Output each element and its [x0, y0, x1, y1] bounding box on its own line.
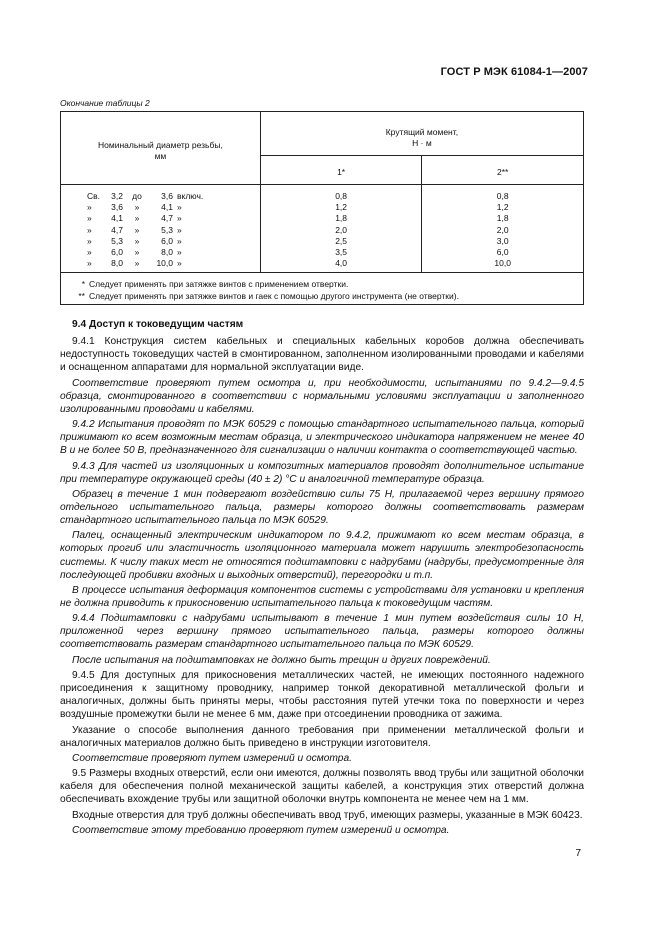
paragraph: 9.4.1 Конструкция систем кабельных и специальных кабельных коробов должна обеспечивать недоступность токоведущих частей в смонтированном, заполненном изолированными проводами и кабелями и оснащенном аппаратами для нормальной эксплуатации виде.	[60, 336, 584, 374]
torque-value-col-2: 6,0	[496, 246, 509, 257]
paragraph: После испытания на подштамповках не должно быть трещин и других повреждений.	[72, 654, 491, 666]
paragraph: 9.5 Размеры входных отверстий, если они имеются, должны позволять ввод трубы или защитной оболочки кабеля для обеспечения полной механической защиты кабелей, а конструкция этих отверстий должна обеспечивать вхождение трубы или защитной оболочки внутрь компонента не менее чем на 1 мм.	[60, 768, 584, 806]
header-sub-col-1: 1*	[260, 156, 422, 185]
diameter-range-row: » 5,3 » 6,0 »	[87, 235, 182, 246]
header-diameter-line2: мм	[154, 151, 167, 161]
diameter-range-row: » 6,0 » 8,0 »	[87, 246, 182, 257]
torque-value-col-1: 0,8	[335, 191, 348, 201]
torque-table	[60, 111, 584, 305]
paragraph: 9.4.2 Испытания проводят по МЭК 60529 с помощью стандартного испытательного пальца, который прижимают ко всем возможным местам образца, и электрического индикатора напряжением не менее 40 В и не более 50 В, предназначенного для сигнализации о наличии контакта о соответствующей частью.	[60, 419, 584, 457]
paragraph: 9.4.3 Для частей из изоляционных и композитных материалов проводят дополнительное испытание при температуре окружающей среды (40 ± 2) °С и аналогичной температуре образца.	[60, 460, 584, 485]
document-code: ГОСТ Р МЭК 61084-1—2007	[440, 66, 588, 78]
torque-value-col-1: 1,2	[335, 202, 348, 213]
paragraph: Соответствие проверяют путем измерений и осмотра.	[72, 752, 352, 764]
torque-col-1-cell	[260, 185, 422, 273]
torque-value-col-1: 4,0	[335, 258, 348, 269]
header-diameter-line1: Номинальный диаметр резьбы,	[97, 140, 223, 150]
torque-value-col-1: 2,5	[335, 235, 348, 246]
paragraph: 9.4.5 Для доступных для прикосновения металлических частей, не имеющих постоянного надежного присоединения к защитному проводнику, например тонкой декоративной металлической фольги и аналогичных, должны быть приняты меры, чтобы расстояния путей утечки тока по поверхности и через воздушные промежутки были не менее 6 мм, даже при отсоединении проводника от зажима.	[60, 670, 584, 721]
paragraph: Входные отверстия для труб должны обеспечивать ввод труб, имеющих размеры, указанные в МЭК 60423.	[72, 809, 583, 821]
torque-value-col-2: 1,2	[496, 202, 509, 213]
table-footnotes	[61, 273, 584, 305]
diameter-range-row: Св. 3,2 до 3,6 включ.	[87, 191, 204, 201]
paragraph: Указание о способе выполнения данного требования при применении металлической фольги и аналогичных материалов должно быть приведено в инструкции изготовителя.	[60, 724, 584, 749]
paragraph: Палец, оснащенный электрическим индикатором по 9.4.2, прижимают ко всем местам образца, в которых прогиб или эластичность изоляционного материала может нарушить электробезопасность системы. К числу таких мест не относятся подштамповки с надрубами (надрубы, предусмотренные для последующей пробивки входных и выходных отверстий), перегородки и т.п.	[60, 530, 584, 581]
torque-value-col-2: 3,0	[496, 235, 509, 246]
torque-col-2-cell	[422, 185, 584, 273]
torque-value-col-1: 3,5	[335, 246, 348, 257]
torque-value-col-1: 2,0	[335, 224, 348, 235]
header-torque-line2: Н · м	[412, 138, 432, 148]
header-sub-col-2: 2**	[422, 156, 584, 185]
page-number: 7	[575, 848, 581, 859]
diameter-range-row: » 3,6 » 4,1 »	[87, 202, 182, 213]
header-torque	[260, 112, 583, 156]
torque-value-col-1: 1,8	[335, 213, 348, 224]
footnote-1: * Следует применять при затяжке винтов с применением отвертки.	[81, 279, 349, 290]
paragraph: Соответствие проверяют путем осмотра и, при необходимости, испытаниями по 9.4.2—9.4.5 образца, смонтированного в соответствии с нормальными условиями эксплуатации и заполненного изолированными проводами и кабелями.	[60, 377, 584, 415]
torque-value-col-2: 1,8	[496, 213, 509, 224]
section-paragraphs	[60, 335, 584, 837]
paragraph: 9.4.4 Подштамповки с надрубами испытывают в течение 1 мин путем воздействия силы 10 Н, приложенной через вершину прямого испытательного пальца, размеры которого должны соответствовать размерам стандартного испытательного пальца по МЭК 60529.	[60, 613, 584, 651]
header-nominal-diameter	[61, 112, 261, 185]
section-title: 9.4 Доступ к токоведущим частям	[72, 319, 244, 330]
footnote-2: ** Следует применять при затяжке винтов и гаек с помощью другого инструмента (не отвертки).	[78, 291, 459, 302]
diameter-ranges-cell	[61, 185, 261, 273]
torque-value-col-2: 2,0	[496, 224, 509, 235]
torque-value-col-2: 0,8	[496, 191, 509, 201]
section-content	[60, 318, 584, 839]
paragraph: Образец в течение 1 мин подвергают воздействию силы 75 Н, прилагаемой через вершину прямого отдельного испытательного пальца, размеры которого должны соответствовать размерам стандартного испытательного пальца по МЭК 60529.	[60, 488, 584, 527]
header-torque-line1: Крутящий момент,	[385, 127, 459, 137]
diameter-range-row: » 8,0 » 10,0 »	[87, 258, 182, 269]
paragraph: Соответствие этому требованию проверяют путем измерений и осмотра.	[72, 825, 450, 836]
diameter-range-row: » 4,7 » 5,3 »	[87, 224, 182, 235]
diameter-range-row: » 4,1 » 4,7 »	[87, 213, 182, 224]
paragraph: В процессе испытания деформация компонентов системы с устройствами для установки и крепления не должна приводить к прикосновению испытательного пальца к токоведущим частям.	[60, 584, 584, 609]
torque-value-col-2: 10,0	[494, 258, 511, 269]
table-caption: Окончание таблицы 2	[60, 98, 150, 108]
